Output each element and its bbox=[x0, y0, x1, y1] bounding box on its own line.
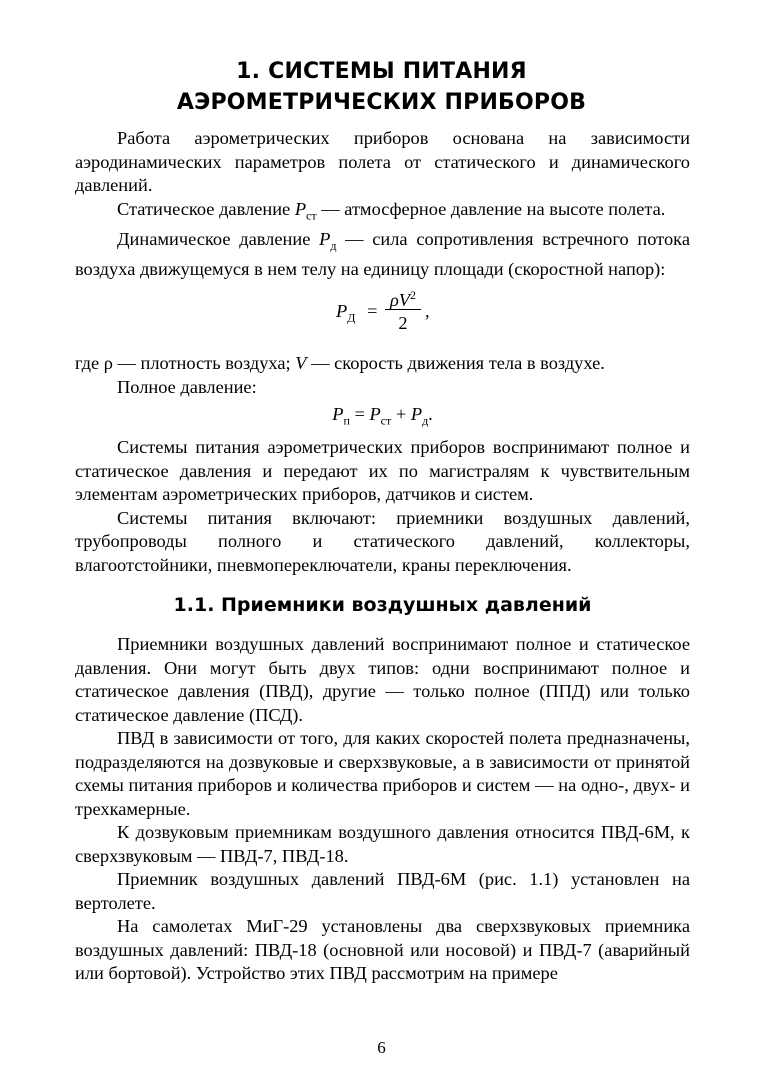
formula-dynamic-pressure bbox=[75, 284, 690, 346]
paragraph-dynamic-pressure bbox=[75, 228, 690, 282]
denominator: 2 bbox=[398, 313, 408, 334]
paragraph-where bbox=[75, 352, 690, 376]
symbol: P bbox=[336, 301, 348, 322]
text: Статическое давление bbox=[117, 198, 295, 219]
superscript: 2 bbox=[410, 288, 417, 303]
paragraph: Приемники воздушных давлений воспринимают полное и статическое давления. Они могут быть двух типов: одни воспринимают полное и статическое давления (ПВД), другие — только полное (ППД) или только статическое давление (ПСД). bbox=[75, 634, 690, 725]
paragraph: На самолетах МиГ-29 установлены два сверхзвуковых приемника воздушных давлений: ПВД-18 (основной или носовой) и ПВД-7 (аварийный или бортовой). Устройство этих ПВД рассмотрим на примере bbox=[75, 916, 690, 984]
symbol-p: P bbox=[332, 404, 344, 425]
numerator bbox=[385, 284, 421, 311]
paragraph: Работа аэрометрических приборов основана на зависимости аэродинамических параметров полета от статического и динамического давлений. bbox=[75, 128, 690, 195]
symbol: ρV bbox=[389, 290, 411, 311]
operator: = bbox=[349, 404, 370, 425]
page-number: 6 bbox=[377, 1038, 386, 1057]
subscript: д bbox=[330, 238, 337, 253]
subscript: п bbox=[343, 414, 350, 429]
paragraph: Системы питания аэрометрических приборов воспринимают полное и статическое давления и передают их по магистралям к чувствительным элементам аэрометрических приборов, датчиков и систем. bbox=[75, 437, 690, 505]
symbol-p: P bbox=[294, 198, 307, 219]
formula-lhs bbox=[336, 300, 355, 330]
paragraph: К дозвуковым приемникам воздушного давления относится ПВД-6М, к сверхзвуковым — ПВД-7, ПВД-18. bbox=[75, 822, 690, 866]
chapter-title-line-2: АЭРОМЕТРИЧЕСКИХ ПРИБОРОВ bbox=[176, 90, 587, 115]
text: Динамическое давление bbox=[117, 228, 320, 249]
subscript: ст bbox=[380, 414, 392, 429]
chapter-title-line-1: 1. СИСТЕМЫ ПИТАНИЯ bbox=[236, 59, 527, 84]
paragraph-total-pressure: Полное давление: bbox=[117, 376, 257, 397]
symbol-v: V bbox=[295, 353, 307, 374]
operator: + bbox=[391, 404, 411, 425]
text: — сила сопротивления встречного потока воздуха движущемуся в нем телу на единицу площади (скоростной напор): bbox=[75, 228, 690, 279]
symbol bbox=[369, 404, 392, 429]
symbol-p: P bbox=[410, 404, 423, 425]
symbol-p: P bbox=[319, 228, 331, 249]
section-heading: 1.1. Приемники воздушных давлений bbox=[173, 594, 592, 617]
subscript: д bbox=[422, 414, 429, 429]
comma: , bbox=[425, 301, 430, 322]
paragraph: Системы питания включают: приемники воздушных давлений, трубопроводы полного и статического давлений, коллекторы, влагоотстойники, пневмопереключатели, краны переключения. bbox=[75, 507, 690, 575]
text: где ρ — плотность воздуха; bbox=[75, 353, 296, 374]
symbol bbox=[332, 404, 350, 429]
body-text bbox=[75, 127, 690, 986]
equals-sign: = bbox=[367, 301, 378, 322]
formula-total-pressure bbox=[75, 401, 690, 430]
text: — атмосферное давление на высоте полета. bbox=[316, 198, 666, 219]
period: . bbox=[428, 404, 433, 425]
paragraph-static-pressure bbox=[75, 198, 690, 228]
symbol-p: P bbox=[369, 404, 381, 425]
paragraph: Приемник воздушных давлений ПВД-6М (рис. 1.1) установлен на вертолете. bbox=[75, 869, 690, 913]
subscript: Д bbox=[347, 311, 356, 326]
paragraph: ПВД в зависимости от того, для каких скоростей полета предназначены, подразделяются на дозвуковые и сверхзвуковые, а в зависимости от принятой схемы питания приборов и количества приборов и систем — на одно-, двух- и трехкамерные. bbox=[75, 728, 690, 819]
fraction bbox=[385, 284, 421, 336]
text: — скорость движения тела в воздухе. bbox=[306, 353, 605, 374]
symbol bbox=[410, 404, 429, 429]
subscript: ст bbox=[306, 208, 317, 223]
